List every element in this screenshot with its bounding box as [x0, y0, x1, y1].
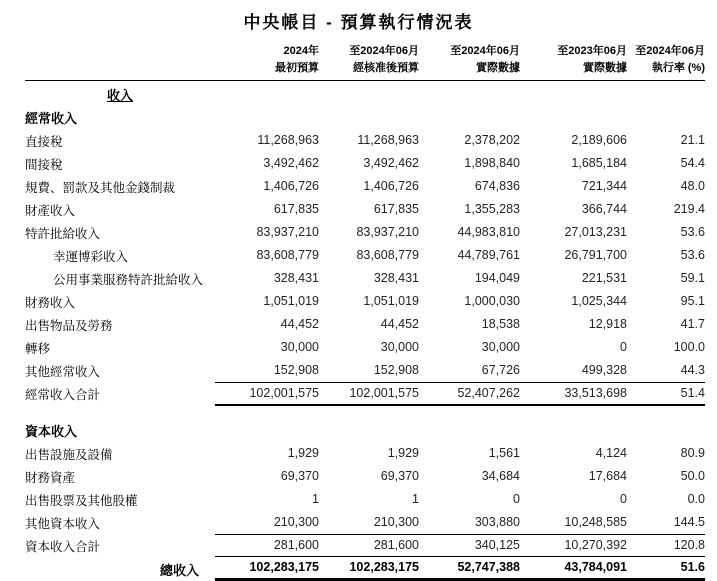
row-capital-revenue-total: [25, 534, 705, 557]
cell: 1,355,283: [464, 202, 520, 216]
cell: 1,051,019: [363, 294, 419, 308]
row-label: 其他經常收入: [25, 364, 101, 379]
cell: 499,328: [581, 363, 627, 377]
cell: 152,908: [273, 363, 319, 377]
cell: 366,744: [581, 202, 627, 216]
row-utility-concession-revenue: [25, 267, 705, 290]
cell: 53.6: [680, 248, 705, 262]
budget-report-page: [0, 8, 717, 578]
row-label: 財務收入: [25, 295, 76, 310]
row-label: 規費、罰款及其他金錢制裁: [25, 180, 176, 195]
cell: 83,937,210: [356, 225, 419, 239]
header-initial-budget: 最初預算: [275, 62, 319, 74]
row-sale-goods-services: [25, 313, 705, 336]
cell: 328,431: [273, 271, 319, 285]
cell: 0: [620, 340, 627, 354]
cell: 44,452: [380, 317, 419, 331]
cell: 1,929: [287, 446, 319, 460]
header-period-row: [25, 43, 705, 60]
row-capital-revenue-section: [25, 419, 705, 442]
row-values: [215, 130, 705, 151]
cell: 152,908: [373, 363, 419, 377]
row-property-income: [25, 198, 705, 221]
row-recurrent-revenue-section: [25, 106, 705, 129]
cell: 26,791,700: [564, 248, 627, 262]
row-label: 直接稅: [25, 134, 63, 149]
row-label: 其他資本收入: [25, 516, 101, 531]
cell: 52,747,388: [457, 560, 520, 574]
row-values: [215, 199, 705, 220]
header-period-initial-budget: 2024年: [283, 45, 319, 57]
row-values: [215, 534, 705, 557]
cell: 54.4: [680, 156, 705, 170]
cell: 0: [513, 492, 520, 506]
row-transfers: [25, 336, 705, 359]
cell: 3,492,462: [263, 156, 319, 170]
cell: 1,685,184: [571, 156, 627, 170]
row-label: 財務資產: [25, 470, 76, 485]
row-other-capital-revenue: [25, 511, 705, 534]
row-sale-shares-equity: [25, 488, 705, 511]
cell: 34,684: [481, 469, 520, 483]
row-label: 出售股票及其他股權: [25, 493, 138, 508]
cell: 1,561: [488, 446, 520, 460]
cell: 219.4: [673, 202, 705, 216]
cell: 194,049: [474, 271, 520, 285]
header-spacer: [25, 43, 215, 60]
cell: 674,836: [474, 179, 520, 193]
cell: 52,407,262: [457, 385, 520, 400]
cell: 340,125: [474, 538, 520, 552]
cell: 21.1: [680, 133, 705, 147]
cell: 1,898,840: [464, 156, 520, 170]
cell: 69,370: [280, 469, 319, 483]
row-label: 出售物品及勞務: [25, 318, 113, 333]
cell: 328,431: [373, 271, 419, 285]
row-label: 轉移: [25, 341, 51, 356]
header-period-actual-2024: 至2024年06月: [450, 45, 520, 57]
row-values: [215, 489, 705, 510]
row-values: [215, 291, 705, 312]
header-label-row: [25, 60, 705, 77]
cell: 50.0: [680, 469, 705, 483]
cell: 210,300: [373, 515, 419, 529]
section-title-revenue: 收入: [106, 88, 133, 103]
row-values: [215, 512, 705, 533]
cell: 41.7: [680, 317, 705, 331]
header-period-approved-budget: 至2024年06月: [349, 45, 419, 57]
header-execution-rate: 執行率 (%): [651, 62, 705, 74]
row-values: [215, 268, 705, 289]
cell: 210,300: [273, 515, 319, 529]
row-gaming-revenue: [25, 244, 705, 267]
cell: 83,608,779: [356, 248, 419, 262]
row-label: 特許批給收入: [25, 226, 101, 241]
row-direct-taxes: [25, 129, 705, 152]
cell: 2,378,202: [464, 133, 520, 147]
row-label: 資本收入合計: [25, 539, 101, 554]
row-values: [215, 337, 705, 358]
cell: 12,918: [588, 317, 627, 331]
row-label: 經常收入合計: [25, 387, 101, 402]
cell: 44.3: [680, 363, 705, 377]
cell: 102,001,575: [249, 385, 319, 400]
row-concession-revenue: [25, 221, 705, 244]
cell: 1,000,030: [464, 294, 520, 308]
row-values: [215, 153, 705, 174]
row-values: [215, 360, 705, 381]
cell: 0: [620, 492, 627, 506]
row-other-recurrent-revenue: [25, 359, 705, 382]
cell: 48.0: [680, 179, 705, 193]
cell: 44,452: [280, 317, 319, 331]
row-label: 間接稅: [25, 157, 63, 172]
cell: 10,248,585: [564, 515, 627, 529]
row-values: [215, 176, 705, 197]
cell: 83,937,210: [256, 225, 319, 239]
cell: 43,784,091: [564, 560, 627, 574]
cell: 27,013,231: [564, 225, 627, 239]
cell: 33,513,698: [564, 385, 627, 400]
row-values: [215, 557, 705, 581]
header-approved-budget: 經核准後預算: [353, 62, 419, 74]
cell: 102,001,575: [349, 385, 419, 400]
row-financial-income: [25, 290, 705, 313]
cell: 67,726: [481, 363, 520, 377]
header-actual-2023: 實際數據: [583, 62, 627, 74]
cell: 11,268,963: [357, 133, 419, 147]
cell: 721,344: [581, 179, 627, 193]
row-financial-assets: [25, 465, 705, 488]
cell: 1,929: [387, 446, 419, 460]
cell: 617,835: [273, 202, 319, 216]
row-label: 公用事業服務特許批給收入: [53, 272, 204, 287]
cell: 221,531: [581, 271, 627, 285]
cell: 69,370: [380, 469, 419, 483]
row-values: [215, 222, 705, 243]
row-indirect-taxes: [25, 152, 705, 175]
cell: 44,789,761: [457, 248, 520, 262]
row-fees-fines: [25, 175, 705, 198]
row-values: [215, 443, 705, 464]
row-label: 資本收入: [25, 424, 78, 439]
header-period-execution-rate: 至2024年06月: [635, 45, 705, 57]
cell: 102,283,175: [349, 560, 419, 574]
cell: 30,000: [280, 340, 319, 354]
cell: 30,000: [380, 340, 419, 354]
cell: 1: [312, 492, 319, 506]
cell: 80.9: [680, 446, 705, 460]
cell: 83,608,779: [256, 248, 319, 262]
cell: 2,189,606: [571, 133, 627, 147]
page-title: 中央帳目 - 預算執行情況表: [243, 13, 474, 32]
row-values: [215, 466, 705, 487]
cell: 102,283,175: [249, 560, 319, 574]
table-header: [25, 43, 705, 81]
cell: 1,051,019: [263, 294, 319, 308]
cell: 30,000: [481, 340, 520, 354]
cell: 617,835: [373, 202, 419, 216]
cell: 0.0: [687, 492, 705, 506]
cell: 281,600: [273, 538, 319, 552]
cell: 44,983,810: [457, 225, 520, 239]
cell: 3,492,462: [363, 156, 419, 170]
cell: 59.1: [680, 271, 705, 285]
row-label: 總收入: [159, 562, 199, 578]
row-label: 經常收入: [25, 111, 78, 126]
cell: 120.8: [673, 538, 705, 552]
cell: 1,025,344: [571, 294, 627, 308]
cell: 11,268,963: [257, 133, 319, 147]
cell: 18,538: [481, 317, 520, 331]
row-label: 幸運博彩收入: [53, 249, 129, 264]
cell: 1,406,726: [263, 179, 319, 193]
header-spacer: [25, 60, 215, 77]
cell: 100.0: [673, 340, 705, 354]
row-values: [215, 314, 705, 335]
row-total-revenue: [25, 557, 705, 581]
cell: 303,880: [474, 515, 520, 529]
cell: 53.6: [680, 225, 705, 239]
cell: 51.4: [680, 385, 705, 400]
cell: 281,600: [373, 538, 419, 552]
row-label: 財產收入: [25, 203, 76, 218]
row-recurrent-revenue-total: [25, 382, 705, 405]
cell: 4,124: [595, 446, 627, 460]
cell: 95.1: [680, 294, 705, 308]
header-actual-2024: 實際數據: [476, 62, 520, 74]
row-values: [215, 382, 705, 406]
row-values: [215, 245, 705, 266]
cell: 144.5: [673, 515, 705, 529]
cell: 1: [412, 492, 419, 506]
row-label: 出售設施及設備: [25, 447, 113, 462]
cell: 17,684: [588, 469, 627, 483]
cell: 10,270,392: [564, 538, 627, 552]
cell: 51.6: [680, 560, 705, 574]
row-sale-facilities-equipment: [25, 442, 705, 465]
cell: 1,406,726: [363, 179, 419, 193]
header-period-actual-2023: 至2023年06月: [557, 45, 627, 57]
